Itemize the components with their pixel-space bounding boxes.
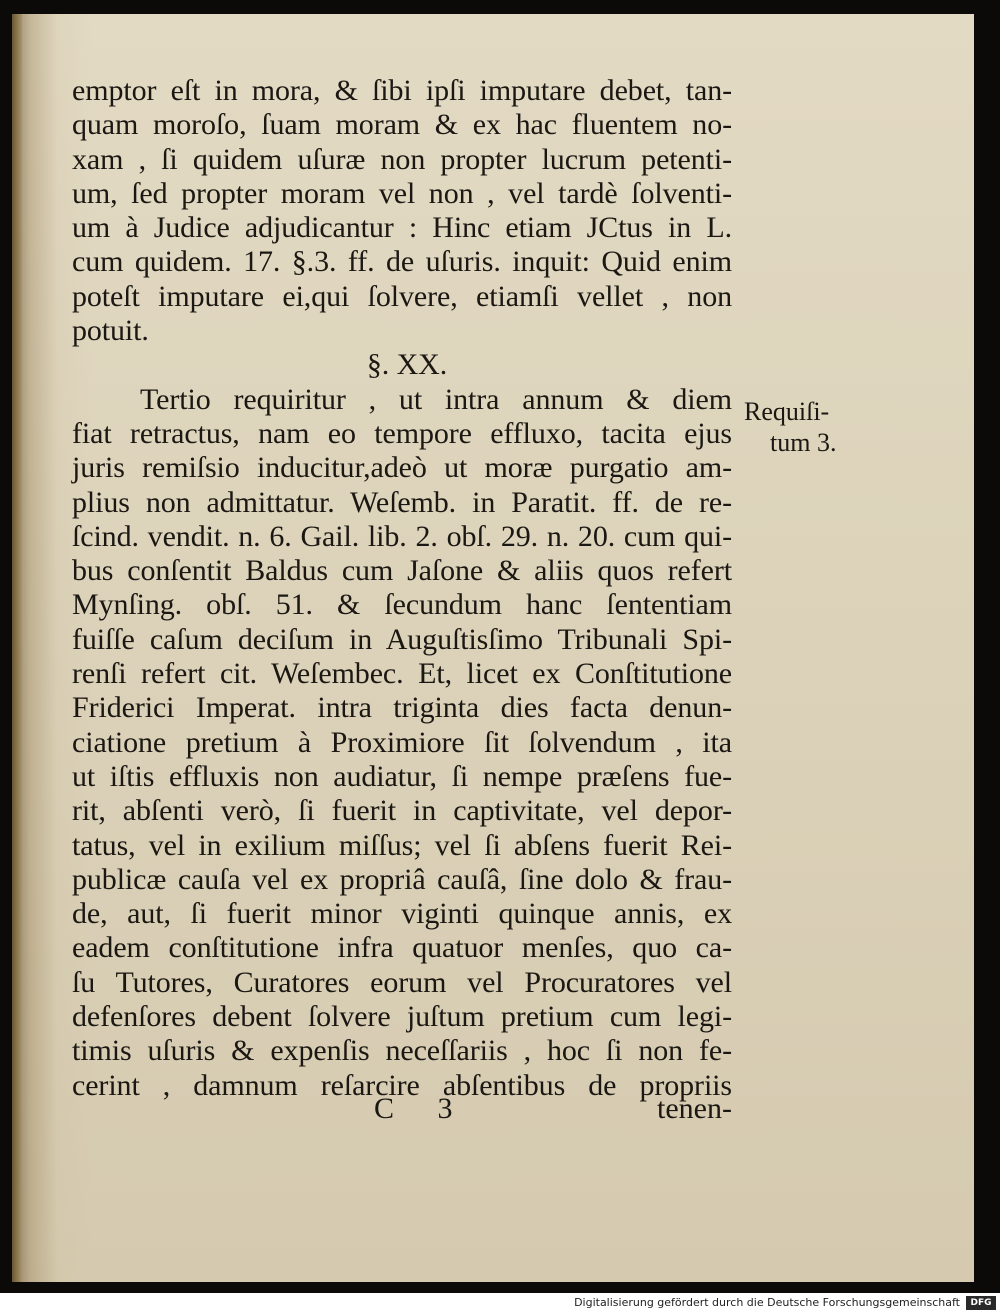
- main-text-block: [72, 74, 732, 1103]
- text-line: xam , ſi quidem uſuræ non propter lucrum petenti-: [72, 142, 732, 176]
- text-line: poteſt imputare ei,qui ſolvere, etiamſi vellet , non: [72, 279, 732, 313]
- text-line: defenſores debent ſolvere juſtum pretium cum legi-: [72, 1000, 732, 1034]
- marginal-note-line: tum 3.: [770, 428, 837, 457]
- text-line: ut iſtis effluxis non audiatur, ſi nempe præſens fue-: [72, 759, 732, 793]
- text-line: publicæ cauſa vel ex propriâ cauſâ, ſine dolo & frau-: [72, 862, 732, 896]
- text-line: fuiſſe caſum deciſum in Auguſtisſimo Tribunali Spi-: [72, 622, 732, 656]
- credit-text: Digitalisierung gefördert durch die Deutsche Forschungsgemeinschaft: [574, 1296, 960, 1309]
- text-line: ſcind. vendit. n. 6. Gail. lib. 2. obſ. 29. n. 20. cum qui-: [72, 519, 732, 553]
- page-gutter-edge: [12, 14, 22, 1282]
- text-line: timis uſuris & expenſis neceſſariis , hoc ſi non fe-: [72, 1034, 732, 1068]
- text-line: quam moroſo, ſuam moram & ex hac fluentem no-: [72, 108, 732, 142]
- text-line: Tertio requiritur , ut intra annum & diem: [140, 382, 732, 416]
- signature-mark: C 3: [374, 1092, 471, 1125]
- text-line: plius non admittatur. Weſemb. in Paratit. ff. de re-: [72, 485, 732, 519]
- text-line: um, ſed propter moram vel non , vel tardè ſolventi-: [72, 176, 732, 210]
- text-line: potuit.: [72, 314, 149, 348]
- text-line: ciatione pretium à Proximiore ſit ſolvendum , ita: [72, 725, 732, 759]
- text-line: de, aut, ſi fuerit minor viginti quinque annis, ex: [72, 897, 732, 931]
- text-line: fiat retractus, nam eo tempore effluxo, tacita ejus: [72, 416, 732, 450]
- text-line: rit, abſenti verò, ſi fuerit in captivitate, vel depor-: [72, 794, 732, 828]
- dfg-logo: DFG: [966, 1296, 996, 1310]
- text-line: Mynſing. obſ. 51. & ſecundum hanc ſententiam: [72, 588, 732, 622]
- text-line: juris remiſsio inducitur,adeò ut moræ purgatio am-: [72, 451, 732, 485]
- text-line: ſu Tutores, Curatores eorum vel Procuratores vel: [72, 965, 732, 999]
- text-line: um à Judice adjudicantur : Hinc etiam JCtus in L.: [72, 211, 732, 245]
- text-line: Friderici Imperat. intra triginta dies facta denun-: [72, 691, 732, 725]
- text-line: cum quidem. 17. §.3. ff. de uſuris. inquit: Quid enim: [72, 245, 732, 279]
- catchword: tenen-: [657, 1092, 732, 1125]
- text-line: renſi refert cit. Weſembec. Et, licet ex Conſtitutione: [72, 657, 732, 691]
- text-line: tatus, vel in exilium miſſus; vel ſi abſens fuerit Rei-: [72, 828, 732, 862]
- text-line: bus conſentit Baldus cum Jaſone & aliis quos refert: [72, 554, 732, 588]
- section-heading: §. XX.: [366, 348, 448, 382]
- text-line: eadem conſtitutione infra quatuor menſes, quo ca-: [72, 931, 732, 965]
- text-line: cerint , damnum reſarcire abſentibus de propriis: [72, 1068, 732, 1102]
- marginal-note: [744, 396, 854, 458]
- marginal-note-line: Requiſi-: [744, 397, 830, 426]
- credit-bar: [0, 1293, 1000, 1314]
- text-line: emptor eſt in mora, & ſibi ipſi imputare debet, tan-: [72, 74, 732, 107]
